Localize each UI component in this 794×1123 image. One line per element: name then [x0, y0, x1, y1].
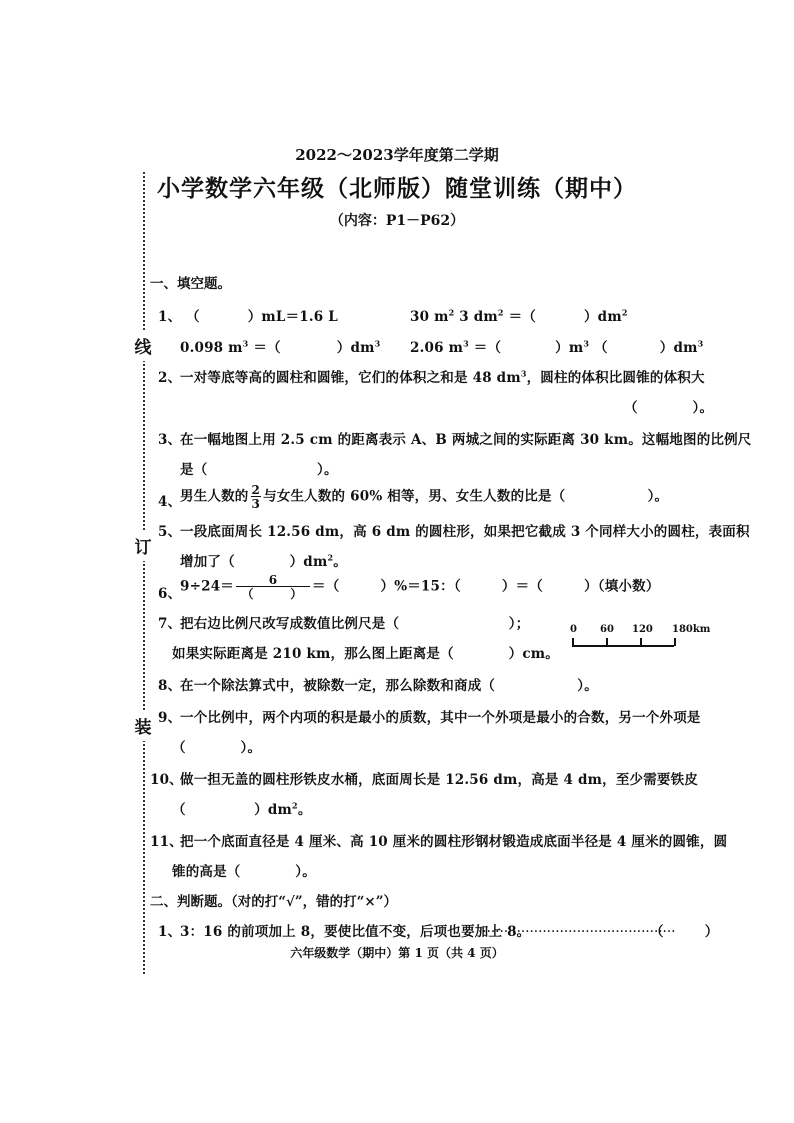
content-scope: （内容：P1－P62） [329, 213, 465, 229]
q10-number: 10、 [150, 772, 183, 788]
q5-line2: 增加了（ ）$dm^2$。 [180, 552, 347, 570]
q11-number: 11、 [150, 834, 183, 850]
scale-tick [572, 638, 574, 646]
q6-text: 9÷24＝ $\frac{6}{( )}$ ＝（ ）%＝15：（ ）＝（ ）（填小数） [180, 573, 660, 601]
q9-line2: （ ）。 [172, 740, 262, 756]
q7-number: 7、 [158, 616, 182, 632]
scale-tick [640, 638, 642, 646]
q1d: 2.06 $m^3$ ＝（ ）$m^3$ （ ）$dm^3$ [410, 338, 704, 356]
q3-line2: 是（ ）。 [180, 462, 338, 478]
page-footer: 六年级数学（期中）第 1 页（共 4 页） [290, 946, 504, 960]
scale-tick [606, 638, 608, 646]
judge-q1-leader-dots: .............................................. [478, 920, 676, 936]
semester-title: 2022～2023学年度第二学期 [295, 146, 499, 164]
judge-q1-text: 3：16 的前项加上 8，要使比值不变，后项也要加上 8。 [180, 924, 531, 940]
q9-number: 9、 [158, 710, 182, 726]
scale-label-120: 120 [632, 624, 653, 635]
q2-number: 2、 [158, 370, 182, 386]
page-title: 小学数学六年级（北师版）随堂训练（期中） [157, 175, 637, 202]
q4-text: 男生人数的 $\frac{2}{3}$ 与女生人数的 60% 相等，男、女生人数的比是（ ）。 [180, 483, 669, 511]
q7-line2: 如果实际距离是 210 km，那么图上距离是（ ）cm。 [172, 646, 559, 662]
q1b: 30 $m^2$ 3 $dm^2$ ＝（ ）$dm^2$ [410, 307, 628, 325]
margin-char-ding: 订 [134, 530, 152, 561]
q6-number: 6、 [158, 586, 182, 602]
margin-char-xian: 线 [134, 330, 152, 361]
margin-char-zhuang: 装 [134, 710, 152, 741]
q3-line1: 在一幅地图上用 2.5 cm 的距离表示 A、B 两城之间的实际距离 30 km。这幅地图的比例尺 [180, 432, 752, 448]
q2-text: 一对等底等高的圆柱和圆锥，它们的体积之和是 48 $dm^3$，圆柱的体积比圆锥的体积大 [180, 368, 705, 386]
q2-answer-blank[interactable]: （ ）。 [624, 400, 714, 416]
scale-label-180km: 180km [672, 624, 711, 635]
q11-line2: 锥的高是（ ）。 [172, 864, 316, 880]
q5-line1: 一段底面周长 12.56 dm，高 6 dm 的圆柱形，如果把它截成 3 个同样大小的圆柱，表面积 [180, 524, 750, 540]
q4-fraction: $\frac{2}{3}$ [251, 483, 261, 511]
q4-number: 4、 [158, 494, 182, 510]
section2-heading: 二、判断题。（对的打“√”，错的打“×”） [150, 894, 397, 910]
scale-line [572, 645, 674, 647]
q7-line1: 把右边比例尺改写成数值比例尺是（ ）； [180, 616, 530, 632]
scale-label-0: 0 [570, 624, 577, 635]
q1-number: 1、 [158, 309, 182, 325]
q8-text: 在一个除法算式中，被除数一定，那么除数和商成（ ）。 [180, 678, 598, 694]
q1c: 0.098 $m^3$ ＝（ ）$dm^3$ [180, 338, 381, 356]
binding-dotted-line [143, 172, 145, 974]
q9-line1: 一个比例中，两个内项的积是最小的质数，其中一个外项是最小的合数，另一个外项是 [180, 710, 701, 726]
section1-heading: 一、填空题。 [150, 276, 231, 292]
q8-number: 8、 [158, 678, 182, 694]
q10-line2: （ ）$dm^2$。 [172, 800, 312, 818]
q3-number: 3、 [158, 432, 182, 448]
q11-line1: 把一个底面直径是 4 厘米、高 10 厘米的圆柱形钢材锻造成底面半径是 4 厘米的圆锥，圆 [180, 834, 728, 850]
scale-tick [674, 638, 676, 646]
scale-label-60: 60 [600, 624, 614, 635]
q5-number: 5、 [158, 524, 182, 540]
q1a: （ ）mL＝1.6 L [186, 309, 338, 325]
judge-q1-number: 1、 [158, 924, 182, 940]
q6-fraction: $\frac{6}{( )}$ [236, 574, 310, 600]
scale-bar [570, 624, 760, 654]
q10-line1: 做一担无盖的圆柱形铁皮水桶，底面周长是 12.56 dm，高是 4 dm，至少需要铁皮 [180, 772, 699, 788]
judge-q1-answer-blank[interactable]: （ ） [650, 924, 719, 940]
